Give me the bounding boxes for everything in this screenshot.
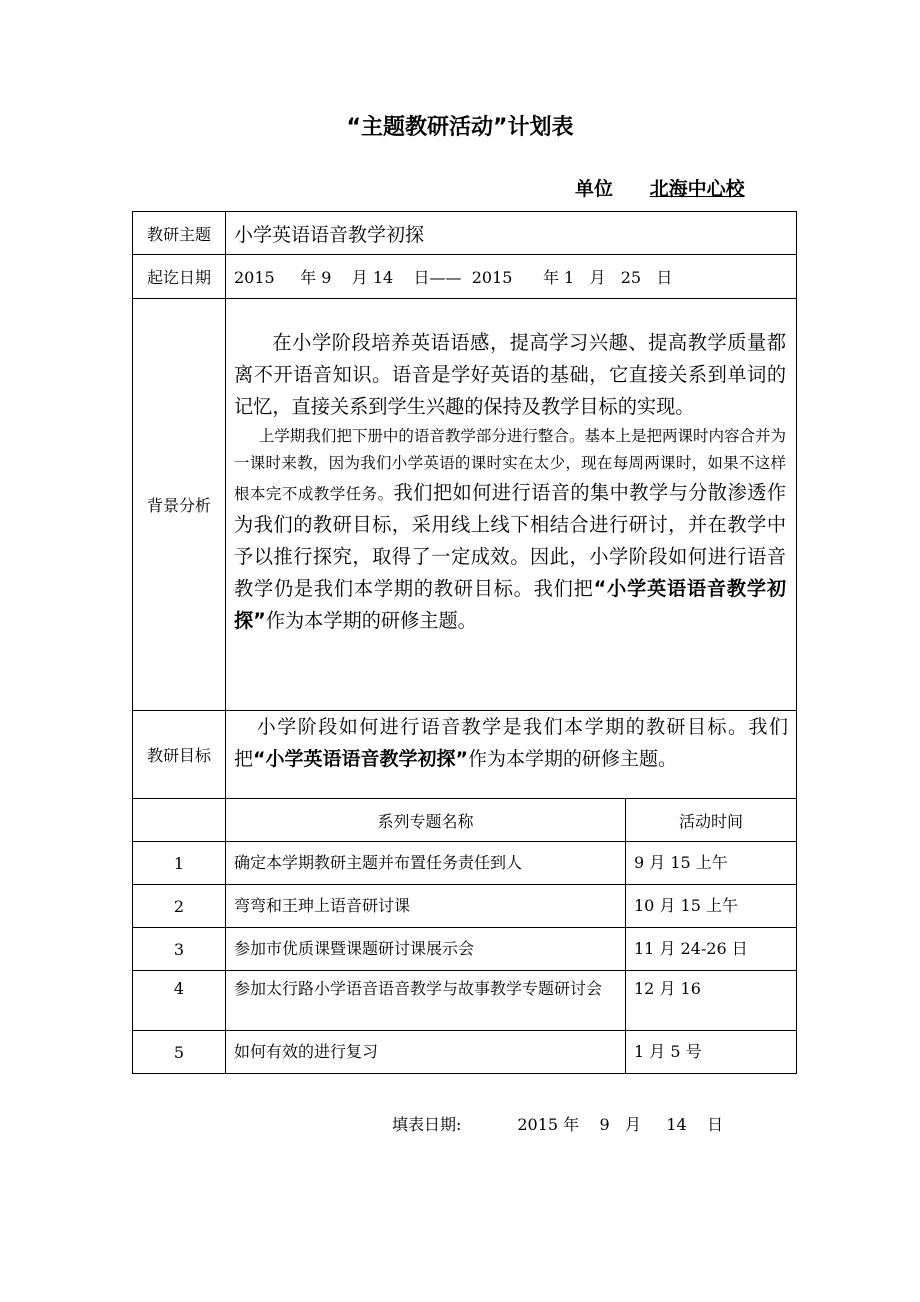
series-name: 参加市优质课暨课题研讨课展示会	[226, 928, 626, 971]
series-number: 4	[133, 971, 226, 1031]
series-header-empty	[133, 799, 226, 842]
goal-text-start: 小学阶段如何进行语音教学是我们本学期的教研目标。我们把	[234, 716, 789, 770]
series-row	[133, 971, 797, 1031]
topic-label: 教研主题	[133, 212, 226, 255]
background-row	[133, 299, 797, 711]
series-time: 11 月 24-26 日	[626, 928, 797, 971]
series-number: 5	[133, 1031, 226, 1074]
series-time: 12 月 16	[626, 971, 797, 1031]
goal-paragraph	[234, 711, 788, 775]
goal-topic-quote: “小学英语语音教学初探”	[253, 748, 468, 770]
series-time: 1 月 5 号	[626, 1031, 797, 1074]
series-row	[133, 1031, 797, 1074]
background-paragraph-2-small: 上学期我们把下册中的语音教学部分进行整合。基本上是把两课时内容合并为一课时来教，因为我们小学英语的课时实在太少，现在每周两课时，如果不这样根本完不成教学任务。	[234, 427, 787, 503]
background-text	[226, 299, 797, 711]
fill-date	[392, 1112, 723, 1135]
goal-row	[133, 711, 797, 799]
dates-label: 起讫日期	[133, 255, 226, 299]
goal-label: 教研目标	[133, 711, 226, 799]
series-time: 10 月 15 上午	[626, 885, 797, 928]
background-paragraph-2-text: 我们把如何进行语音的集中教学与分散渗透作为我们的教研目标，采用线上线下相结合进行研讨，并在教学中予以推行探究，取得了一定成效。因此，小学阶段如何进行语音教学仍是我们本学期的教研目标。我们把	[234, 481, 787, 600]
series-header-row	[133, 799, 797, 842]
background-topic-quote: “小学英语语音教学初探”	[234, 577, 787, 632]
topic-row	[133, 212, 797, 255]
series-number: 3	[133, 928, 226, 971]
goal-text-end: 作为本学期的研修主题。	[468, 748, 678, 770]
series-number: 1	[133, 842, 226, 885]
series-row	[133, 928, 797, 971]
dates-value: 2015 年 9 月 14 日—— 2015 年 1 月 25 日	[226, 255, 797, 299]
series-time-header: 活动时间	[626, 799, 797, 842]
series-name: 参加太行路小学语音语音教学与故事教学专题研讨会	[226, 971, 626, 1031]
background-paragraph-2	[234, 423, 786, 637]
series-name: 弯弯和王珅上语音研讨课	[226, 885, 626, 928]
series-time: 9 月 15 上午	[626, 842, 797, 885]
background-paragraph-2-end: 作为本学期的研修主题。	[265, 609, 477, 632]
series-name: 确定本学期教研主题并布置任务责任到人	[226, 842, 626, 885]
background-paragraph-1: 在小学阶段培养英语语感，提高学习兴趣、提高教学质量都离不开语音知识。语音是学好英语的基础，它直接关系到单词的记忆，直接关系到学生兴趣的保持及教学目标的实现。	[234, 331, 787, 418]
series-row	[133, 885, 797, 928]
dates-row	[133, 255, 797, 299]
unit-label: 单位	[575, 178, 614, 200]
goal-text	[226, 711, 797, 799]
series-name-header: 系列专题名称	[226, 799, 626, 842]
series-number: 2	[133, 885, 226, 928]
plan-table	[132, 211, 797, 1074]
series-name: 如何有效的进行复习	[226, 1031, 626, 1074]
background-label: 背景分析	[133, 299, 226, 711]
fill-date-label: 填表日期:	[392, 1115, 462, 1134]
page-title: “主题教研活动”计划表	[346, 115, 574, 140]
unit-line	[575, 174, 745, 201]
background-paragraph-2-large	[234, 481, 786, 632]
series-row	[133, 842, 797, 885]
unit-value: 北海中心校	[649, 178, 745, 200]
fill-date-value: 2015 年 9 月 14 日	[517, 1115, 724, 1134]
topic-value: 小学英语语音教学初探	[226, 212, 797, 255]
